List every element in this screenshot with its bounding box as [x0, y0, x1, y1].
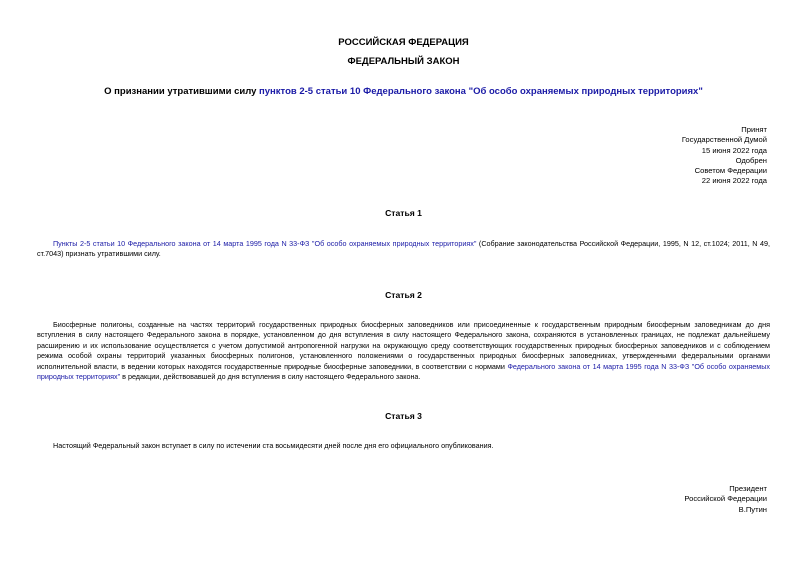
adoption-line: Государственной Думой: [681, 135, 767, 145]
article-1-link[interactable]: Пункты 2-5 статьи 10 Федерального закона от 14 марта 1995 года N 33-ФЗ "Об особо охраняемых природных территориях": [53, 239, 477, 248]
article-1-heading: Статья 1: [385, 208, 422, 218]
article-2-body-end: в редакции, действовавшей до дня вступления в силу настоящего Федерального закона.: [120, 372, 421, 382]
adoption-line: Одобрен: [735, 155, 767, 165]
signature-line: Президент: [729, 484, 767, 493]
title-link[interactable]: пунктов 2-5 статьи 10 Федерального закона "Об особо охраняемых природных территориях": [259, 86, 703, 97]
law-type-heading: ФЕДЕРАЛЬНЫЙ ЗАКОН: [347, 56, 460, 67]
article-3-heading: Статья 3: [385, 411, 422, 421]
article-2-link[interactable]: Федерального закона от 14 марта 1995 года N 33-ФЗ "Об особо охраняемых природных территориях": [37, 361, 770, 382]
signature-line: В.Путин: [738, 504, 767, 514]
country-heading: РОССИЙСКАЯ ФЕДЕРАЦИЯ: [338, 37, 469, 48]
signature-line: Российской Федерации: [684, 494, 767, 504]
adoption-line: Советом Федерации: [694, 166, 767, 176]
article-1-text: [37, 239, 770, 260]
signature-block: [567, 484, 767, 515]
article-2-heading: Статья 2: [385, 290, 422, 300]
title-prefix: О признании утратившими силу: [104, 86, 260, 97]
document-title: [0, 86, 807, 97]
article-2-text: [37, 320, 770, 382]
article-2-body: Биосферные полигоны, созданные на частях территорий государственных природных биосферных заповедников или присоединенные к государственным природным биосферным заповедникам до дня вступления в силу настоящего Федерального закона в порядке, установленном до дня вступления в силу настоящего Федерального закона, сохраняются в установленных границах, не подлежат дальнейшему расширению и их использование осуществляется с учетом допустимой антропогенной нагрузки на окружающую среду соответствующих государственных природных биосферных заповедников и с соблюдением режима особой охраны территорий указанных биосферных полигонов, установленного положениями о государственных природных биосферных заповедниках, утвержденными федеральными органами исполнительной власти, в ведении которых находятся государственные природные биосферные заповедники, в соответствии с нормами: [37, 320, 770, 371]
article-1-body: (Собрание законодательства Российской Федерации, 1995, N 12, ст.1024; 2011, N 49, ст.7043) признать утратившими силу.: [37, 239, 770, 259]
adoption-line: 22 июня 2022 года: [701, 176, 767, 186]
adoption-line: Принят: [741, 125, 767, 134]
article-3-text: Настоящий Федеральный закон вступает в силу по истечении ста восьмидесяти дней после дня его официального опубликования.: [53, 441, 494, 450]
adoption-block: [567, 125, 767, 187]
adoption-line: 15 июня 2022 года: [701, 145, 767, 155]
